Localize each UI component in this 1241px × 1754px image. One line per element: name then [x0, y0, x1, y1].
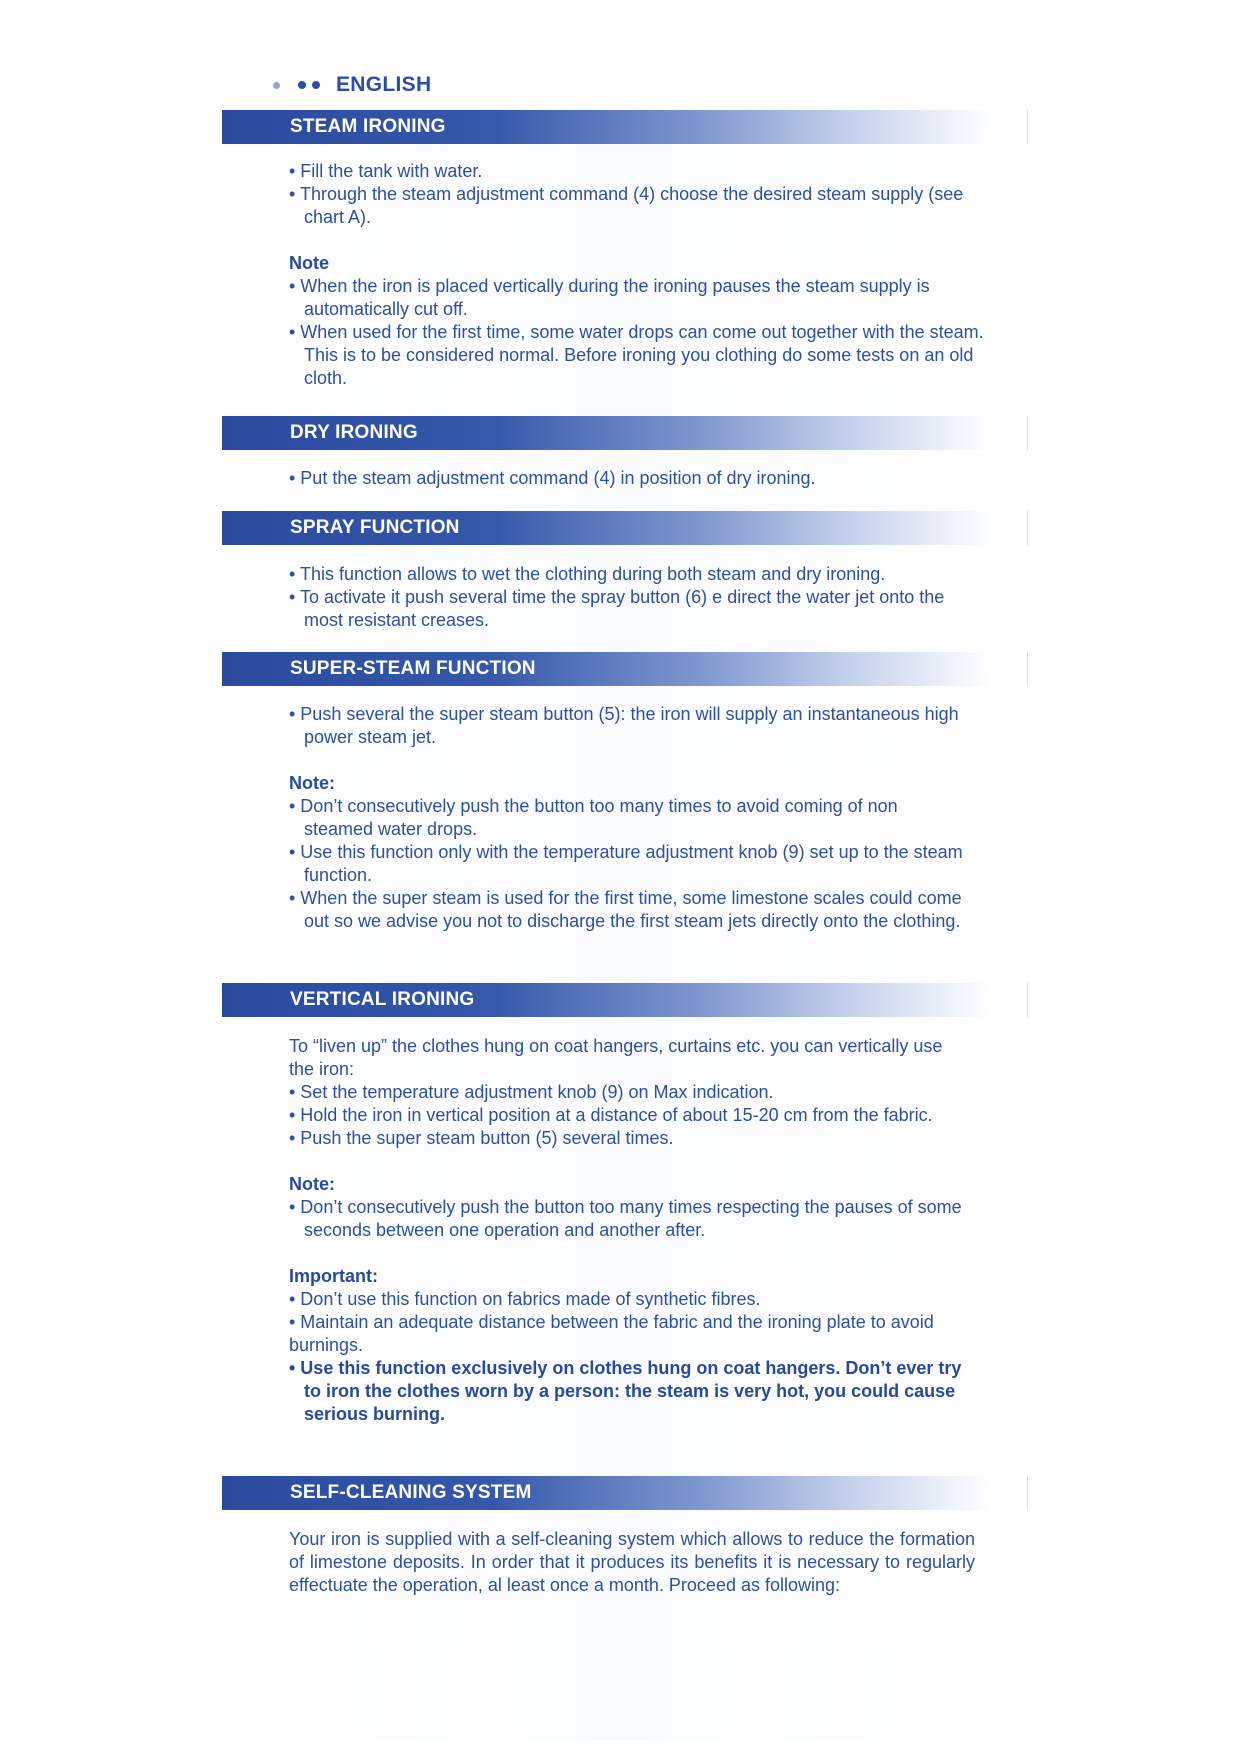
important-label: Important:: [289, 1266, 378, 1286]
list-item: • Through the steam adjustment command (4) choose the desired steam supply (see chart A).: [289, 184, 964, 227]
language-label: ENGLISH: [336, 73, 432, 96]
note-label: Note:: [289, 1174, 335, 1194]
bullet-dot-icon: [312, 81, 320, 89]
note-label: Note: [289, 253, 329, 273]
steam-ironing-body: [289, 160, 989, 390]
list-item: • This function allows to wet the clothing during both steam and dry ironing.: [289, 564, 886, 584]
list-item: • Maintain an adequate distance between the fabric and the ironing plate to avoid burnings.: [289, 1312, 934, 1355]
dry-ironing-body: [289, 467, 989, 490]
divider: [1027, 1476, 1028, 1510]
note-label: Note:: [289, 773, 335, 793]
section-header-dry-ironing: [222, 416, 992, 450]
list-item: • Use this function only with the temperature adjustment knob (9) set up to the steam function.: [289, 842, 963, 885]
section-title: STEAM IRONING: [290, 116, 446, 137]
list-item: • Put the steam adjustment command (4) in position of dry ironing.: [289, 468, 816, 488]
intro-text: Your iron is supplied with a self-cleaning system which allows to reduce the formation of limestone deposits. In order that it produces its benefits it is necessary to regularly effectuate the operation, al least once a month. Proceed as following:: [289, 1529, 975, 1595]
list-item: • Don’t use this function on fabrics made of synthetic fibres.: [289, 1289, 761, 1309]
section-header-vertical-ironing: [222, 983, 992, 1017]
section-header-self-cleaning-system: [222, 1476, 992, 1510]
section-title: VERTICAL IRONING: [290, 989, 475, 1010]
divider: [1027, 652, 1028, 686]
divider: [1027, 110, 1028, 144]
section-title: DRY IRONING: [290, 422, 418, 443]
divider: [1027, 983, 1028, 1017]
list-item: • Set the temperature adjustment knob (9) on Max indication.: [289, 1082, 774, 1102]
bullet-dot-icon: [298, 81, 306, 89]
section-title: SUPER-STEAM FUNCTION: [290, 658, 536, 679]
super-steam-body: [289, 703, 989, 933]
section-title: SELF-CLEANING SYSTEM: [290, 1482, 532, 1503]
list-item: • Don’t consecutively push the button too many times to avoid coming of non steamed water drops.: [289, 796, 898, 839]
section-header-super-steam-function: [222, 652, 992, 686]
list-item: • Push several the super steam button (5): the iron will supply an instantaneous high power steam jet.: [289, 704, 959, 747]
list-item: • Hold the iron in vertical position at a distance of about 15-20 cm from the fabric.: [289, 1105, 933, 1125]
divider: [1027, 511, 1028, 545]
section-title: SPRAY FUNCTION: [290, 517, 460, 538]
list-item: • When the iron is placed vertically during the ironing pauses the steam supply is automatically cut off.: [289, 276, 930, 319]
self-cleaning-body: [289, 1528, 975, 1597]
list-item: • Don’t consecutively push the button too many times respecting the pauses of some seconds between one operation and another after.: [289, 1197, 962, 1240]
section-header-steam-ironing: [222, 110, 992, 144]
spray-function-body: [289, 563, 989, 632]
list-item: • To activate it push several time the spray button (6) e direct the water jet onto the most resistant creases.: [289, 587, 945, 630]
warning-text: • Use this function exclusively on clothes hung on coat hangers. Don’t ever try to iron the clothes worn by a person: the steam is very hot, you could cause serious burning.: [289, 1358, 962, 1424]
list-item: • When used for the first time, some water drops can come out together with the steam. This is to be considered normal. Before ironing you clothing do some tests on an old cloth.: [289, 322, 984, 388]
intro-text: To “liven up” the clothes hung on coat hangers, curtains etc. you can vertically use the iron:: [289, 1036, 943, 1079]
list-item: • When the super steam is used for the first time, some limestone scales could come out so we advise you not to discharge the first steam jets directly onto the clothing.: [289, 888, 962, 931]
list-item: • Fill the tank with water.: [289, 161, 483, 181]
bullet-dot-icon: [273, 82, 280, 89]
section-header-spray-function: [222, 511, 992, 545]
divider: [1027, 416, 1028, 450]
list-item: • Push the super steam button (5) several times.: [289, 1128, 674, 1148]
language-header: [273, 70, 431, 100]
vertical-ironing-body: [289, 1035, 989, 1426]
